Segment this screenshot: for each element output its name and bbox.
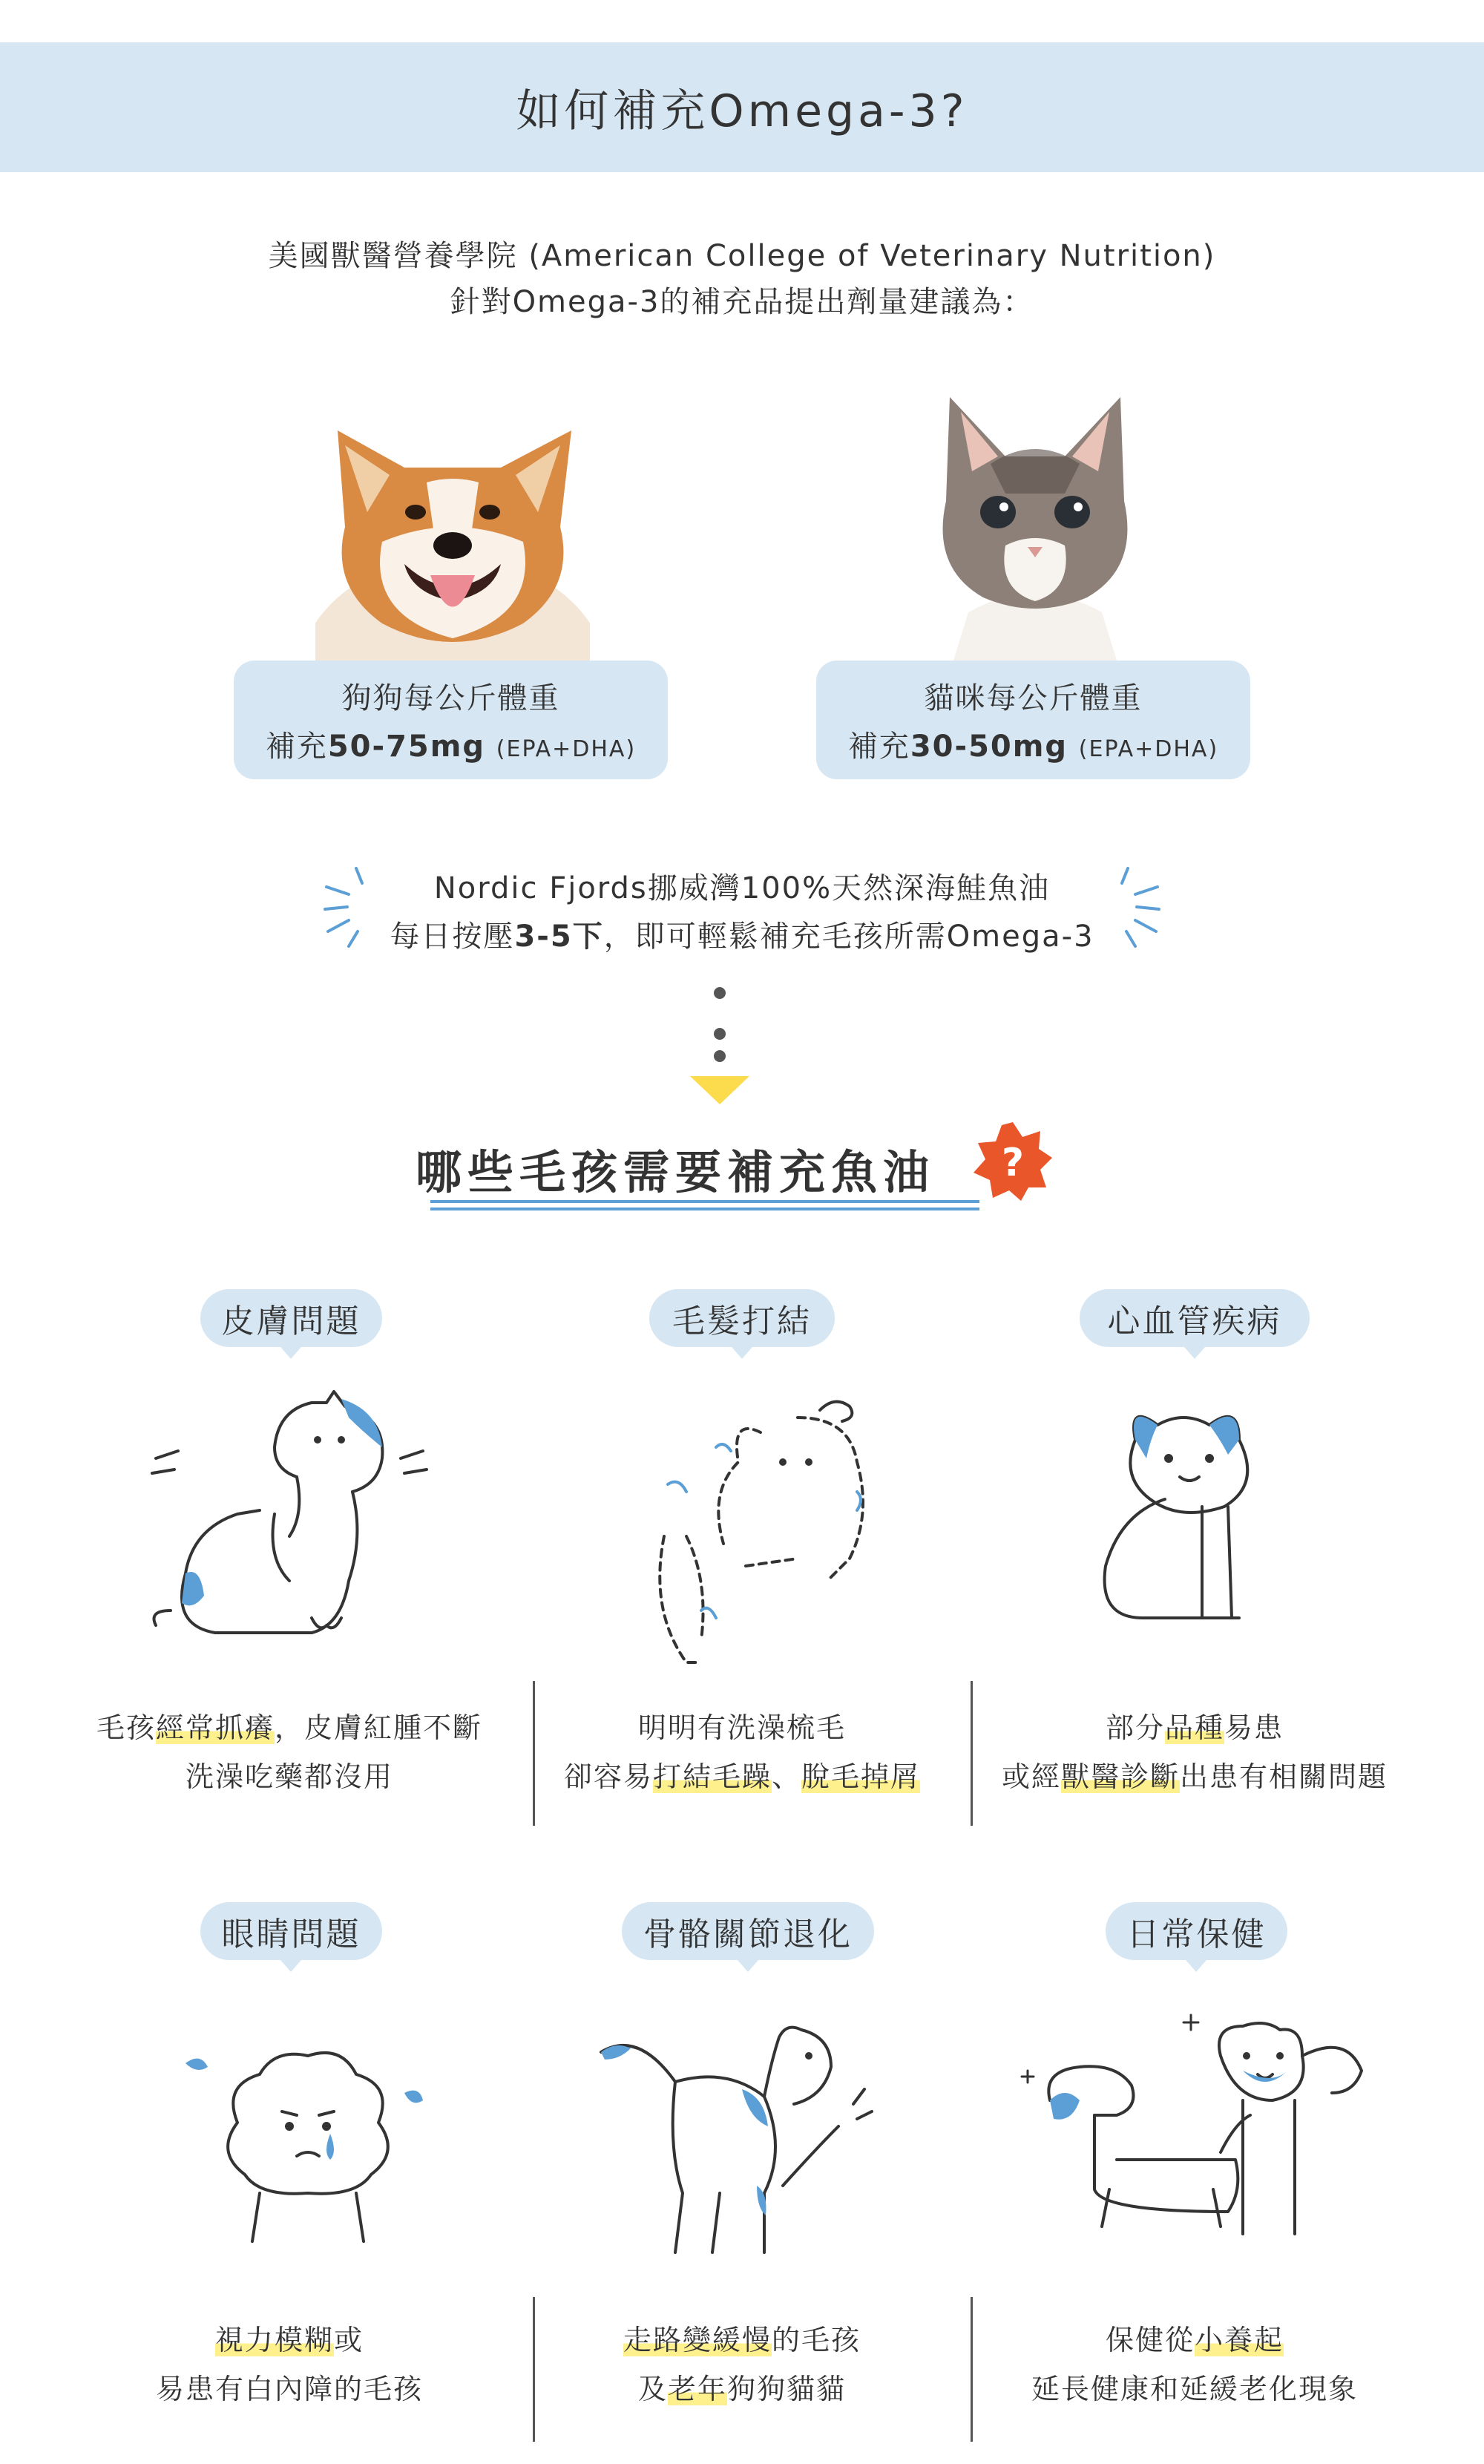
desc-text: 及: [637, 2373, 668, 2405]
desc-skin-line-2: [59, 1752, 519, 1801]
desc-text: 卻容易: [563, 1760, 653, 1793]
desc-highlight: 打結毛躁: [652, 1760, 772, 1793]
desc-text: 延長健康和延緩老化現象: [1031, 2373, 1358, 2405]
divider-dot: [714, 987, 726, 999]
divider-dot: [714, 1028, 726, 1040]
cat-dose-line-2: [848, 723, 1218, 765]
desc-text: 出患有相關問題: [1180, 1760, 1388, 1793]
desc-text: 毛孩: [96, 1711, 156, 1744]
desc-text: 、: [772, 1760, 802, 1793]
desc-highlight: 經常抓癢: [155, 1711, 275, 1744]
desc-daily-line-2: [965, 2365, 1425, 2414]
desc-text: 或經: [1001, 1760, 1061, 1793]
desc-text: 易患: [1224, 1711, 1284, 1744]
old-cat-illustration: [594, 2015, 876, 2260]
healthy-dogs-illustration: [1020, 2011, 1369, 2249]
dog-heart-illustration: [1091, 1395, 1276, 1625]
desc-joints-line-1: [512, 2316, 972, 2365]
desc-hair-line-1: [512, 1703, 972, 1752]
divider-dot: [714, 1050, 726, 1062]
desc-highlight: 獸醫診斷: [1060, 1760, 1180, 1793]
desc-joints: [512, 2316, 972, 2414]
sad-poodle-illustration: [178, 2034, 445, 2249]
pill-tail: [1184, 1347, 1205, 1359]
desc-highlight: 品種: [1164, 1711, 1224, 1744]
desc-eyes-line-2: [59, 2365, 519, 2414]
intro-line-2: 針對Omega-3的補充品提出劑量建議為：: [450, 285, 1034, 319]
shiba-dog-photo: [315, 401, 590, 661]
desc-joints-line-2: [512, 2365, 972, 2414]
desc-highlight: 走路變緩慢: [623, 2324, 772, 2356]
desc-heart-line-1: [965, 1703, 1425, 1752]
category-pill-heart: 心血管疾病: [1080, 1289, 1310, 1347]
down-arrow-icon: [690, 1076, 749, 1106]
note-line-2: [0, 913, 1484, 955]
cat-dose-label: 貓咪每公斤體重: [924, 681, 1143, 715]
kitten-photo: [924, 390, 1146, 661]
desc-daily: [965, 2316, 1425, 2414]
pill-tail: [732, 1347, 752, 1359]
note-line-2-pre: 每日按壓: [390, 920, 515, 954]
category-pill-joints: 骨骼關節退化: [622, 1902, 874, 1960]
category-pill-skin: 皮膚問題: [200, 1289, 382, 1347]
desc-text: 洗澡吃藥都沒用: [185, 1760, 393, 1793]
desc-heart: [965, 1703, 1425, 1801]
desc-skin-line-1: [59, 1703, 519, 1752]
pill-tail: [1186, 1960, 1206, 1972]
pill-tail: [280, 1347, 301, 1359]
dog-dose-amount: 50-75mg: [327, 730, 486, 764]
cat-dose-prefix: 補充: [847, 730, 910, 764]
dog-dose-unit: (EPA+DHA): [496, 736, 637, 762]
dog-dose-prefix: 補充: [265, 730, 328, 764]
question-badge-text: ?: [1001, 1141, 1025, 1185]
desc-text: 的毛孩: [772, 2324, 861, 2356]
dog-dose-label: 狗狗每公斤體重: [341, 681, 560, 715]
cat-dose-box: [816, 661, 1250, 779]
desc-eyes-line-1: [59, 2316, 519, 2365]
desc-daily-line-1: [965, 2316, 1425, 2365]
section-title: 哪些毛孩需要補充魚油: [415, 1145, 935, 1199]
desc-text: 保健從: [1105, 2324, 1195, 2356]
note-line-1: Nordic Fjords挪威灣100%天然深海鮭魚油: [433, 871, 1051, 905]
dog-dose-box: [234, 661, 668, 779]
desc-highlight: 脫毛掉屑: [801, 1760, 921, 1793]
desc-text: 部分: [1105, 1711, 1165, 1744]
category-pill-eyes: 眼睛問題: [200, 1902, 382, 1960]
desc-hair: [512, 1703, 972, 1801]
desc-highlight: 視力模糊: [214, 2324, 334, 2356]
section-title-underline: [430, 1199, 979, 1213]
note-line-2-post: ，即可輕鬆補充毛孩所需Omega-3: [603, 920, 1094, 954]
desc-text: 易患有白內障的毛孩: [155, 2373, 423, 2405]
fluffy-cat-illustration: [634, 1388, 902, 1670]
desc-highlight: 老年: [667, 2373, 727, 2405]
desc-skin: [59, 1703, 519, 1801]
note-line-2-bold: 3-5下: [514, 920, 604, 954]
desc-text: 狗狗貓貓: [727, 2373, 847, 2405]
cat-dose-unit: (EPA+DHA): [1078, 736, 1219, 762]
pill-tail: [280, 1960, 301, 1972]
intro-line-1: 美國獸醫營養學院 (American College of Veterinary Nutrition): [268, 239, 1216, 273]
category-pill-hair: 毛髮打結: [649, 1289, 835, 1347]
desc-text: 或: [334, 2324, 364, 2356]
cat-dose-amount: 30-50mg: [910, 730, 1068, 764]
desc-hair-line-2: [512, 1752, 972, 1801]
category-pill-daily: 日常保健: [1106, 1902, 1287, 1960]
dog-dose-line-2: [266, 723, 636, 765]
desc-heart-line-2: [965, 1752, 1425, 1801]
desc-highlight: 小養起: [1195, 2324, 1284, 2356]
desc-eyes: [59, 2316, 519, 2414]
desc-text: 明明有洗澡梳毛: [637, 1711, 846, 1744]
itchy-cat-illustration: [141, 1388, 453, 1640]
page-title: 如何補充Omega-3?: [516, 85, 968, 137]
desc-text: ，皮膚紅腫不斷: [275, 1711, 483, 1744]
question-badge-icon: [972, 1121, 1054, 1202]
pill-tail: [738, 1960, 758, 1972]
